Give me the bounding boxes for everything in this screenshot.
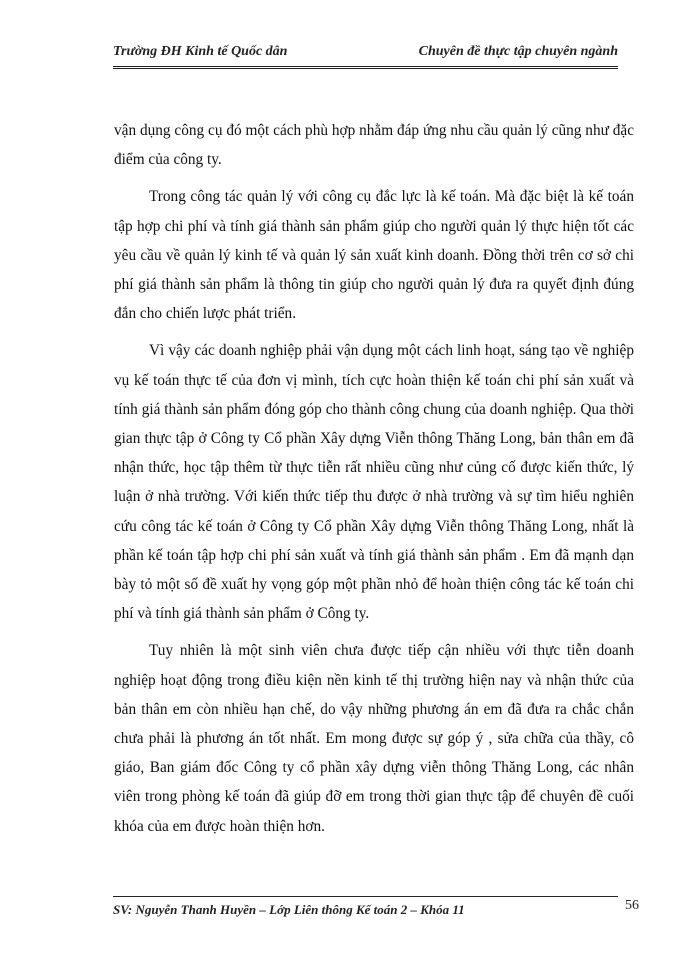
page-header [113,44,618,66]
paragraph-management: Trong công tác quản lý với công cụ đắc lực là kế toán. Mà đặc biệt là kế toán tập hợp chi phí và tính giá thành sản phẩm giúp cho người quản lý thực hiện tốt các yêu cầu về quản lý kinh tế và quản lý sản xuất kinh doanh. Đồng thời trên cơ sở chi phí giá thành sản phẩm là thông tin giúp cho người quản lý đưa ra quyết định đúng đắn cho chiến lược phát triển. [114,188,634,323]
paragraph-conclusion: Tuy nhiên là một sinh viên chưa được tiếp cận nhiều với thực tiễn doanh nghiệp hoạt động trong điều kiện nền kinh tế thị trường hiện nay và nhận thức của bản thân em còn nhiều hạn chế, do vậy những phương án em đã đưa ra chắc chắn chưa phải là phương án tốt nhất. Em mong được sự góp ý , sửa chữa của thầy, cô giáo, Ban giám đốc Công ty cổ phần xây dựng viễn thông Thăng Long, các nhân viên trong phòng kế toán đã giúp đỡ em trong thời gian thực tập để chuyên đề cuối khóa của em được hoàn thiện hơn. [114,642,634,835]
header-divider [113,66,618,69]
header-document-type: Chuyên đề thực tập chuyên ngành [418,44,618,59]
page-number: 56 [625,898,639,913]
header-university: Trường ĐH Kinh tế Quốc dân [113,44,288,59]
document-body [114,116,634,849]
paragraph-enterprises: Vì vậy các doanh nghiệp phải vận dụng một cách linh hoạt, sáng tạo về nghiệp vụ kế toán thực tế của đơn vị mình, tích cực hoàn thiện kế toán chi phí sản xuất và tính giá thành sản phẩm đóng góp cho thành công chung của doanh nghiệp. Qua thời gian thực tập ở Công ty Cổ phần Xây dựng Viễn thông Thăng Long, bản thân em đã nhận thức, học tập thêm từ thực tiễn rất nhiều cũng như củng cố được kiến thức, lý luận ở nhà trường. Với kiến thức tiếp thu được ở nhà trường và sự tìm hiểu nghiên cứu công tác kế toán ở Công ty Cổ phần Xây dựng Viễn thông Thăng Long, nhất là phần kế toán tập hợp chi phí sản xuất và tính giá thành sản phẩm . Em đã mạnh dạn bày tỏ một số đề xuất hy vọng góp một phần nhỏ để hoàn thiện công tác kế toán chi phí và tính giá thành sản phẩm ở Công ty. [114,342,634,623]
footer-divider [113,896,618,897]
footer-student-info: SV: Nguyễn Thanh Huyền – Lớp Liên thông Kế toán 2 – Khóa 11 [113,902,465,917]
paragraph-continuation: vận dụng công cụ đó một cách phù hợp nhằm đáp ứng nhu cầu quản lý cũng như đặc điểm của công ty. [114,122,634,169]
